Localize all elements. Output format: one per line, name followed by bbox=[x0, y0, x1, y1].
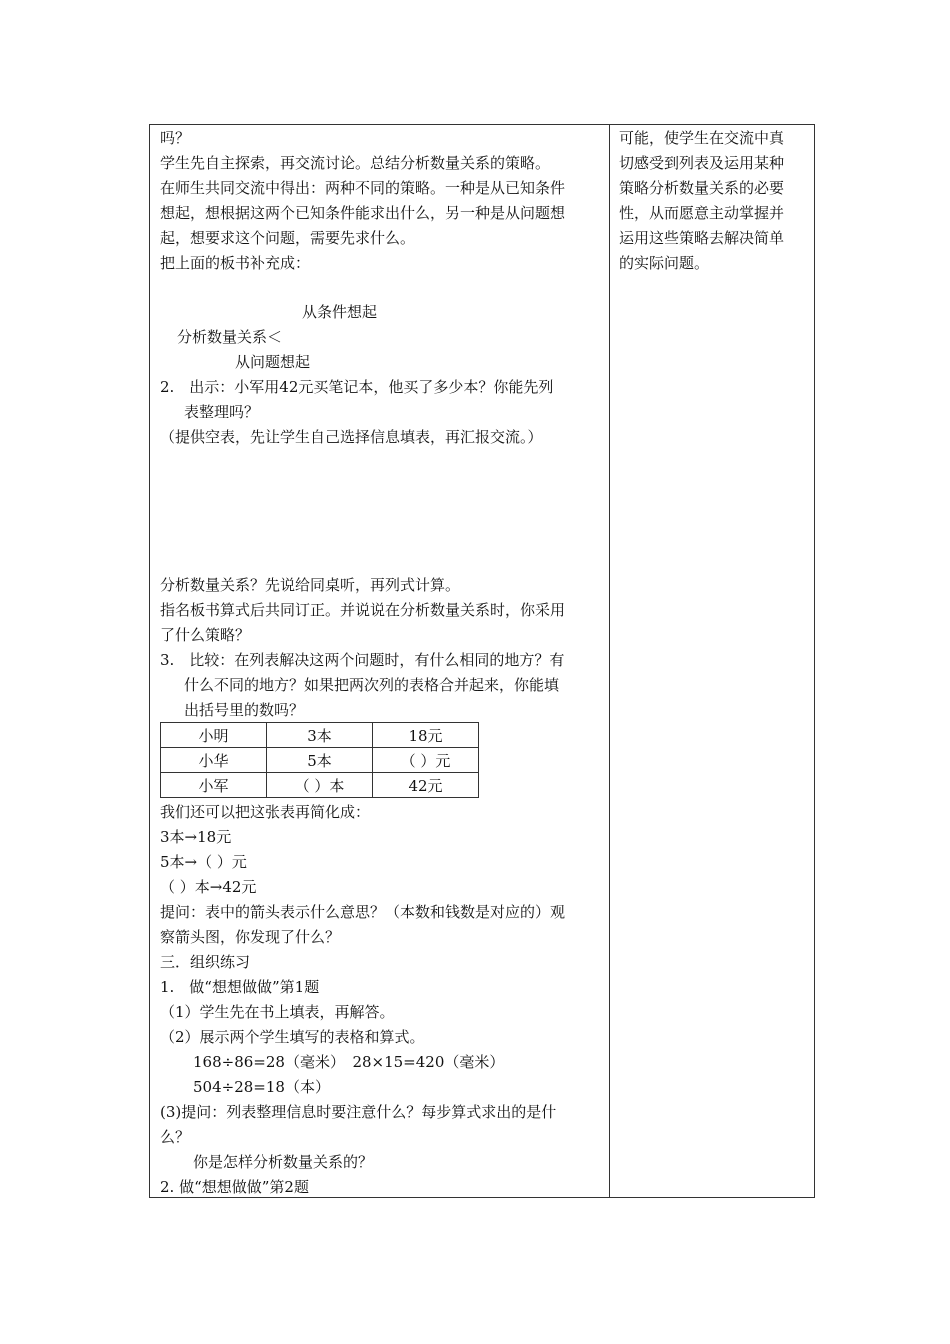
text-line: 运用这些策略去解决简单 bbox=[619, 229, 785, 247]
strategy-question: 从问题想起 bbox=[235, 353, 311, 371]
text-line: 分析数量关系？先说给同桌听，再列式计算。 bbox=[160, 576, 461, 594]
table-cell: 18元 bbox=[373, 723, 479, 748]
text-line: 指名板书算式后共同订正。并说说在分析数量关系时，你采用 bbox=[160, 601, 566, 619]
text-line: 可能，使学生在交流中真 bbox=[619, 129, 785, 147]
table-cell: （ ）本 bbox=[267, 773, 373, 798]
text-line: 么？ bbox=[160, 1128, 191, 1146]
text-line: 学生先自主探索，再交流讨论。总结分析数量关系的策略。 bbox=[160, 154, 551, 172]
text-line: 了什么策略？ bbox=[160, 626, 251, 644]
equation-line: 504÷28=18（本） bbox=[193, 1078, 330, 1096]
text-line: 什么不同的地方？如果把两次列的表格合并起来，你能填 bbox=[184, 676, 560, 694]
table-row bbox=[161, 723, 479, 748]
text-line: (3)提问：列表整理信息时要注意什么？每步算式求出的是什 bbox=[160, 1103, 557, 1121]
arrow-line: 3本→18元 bbox=[160, 828, 232, 846]
table-cell: 5本 bbox=[267, 748, 373, 773]
text-line: 提问：表中的箭头表示什么意思？（本数和钱数是对应的）观 bbox=[160, 903, 566, 921]
table-cell: （ ）元 bbox=[373, 748, 479, 773]
table-row bbox=[161, 773, 479, 798]
table-cell: 小军 bbox=[161, 773, 267, 798]
text-line: 1. 做“想想做做”第1题 bbox=[160, 978, 320, 996]
text-line: 2. 出示：小军用42元买笔记本，他买了多少本？你能先列 bbox=[160, 378, 554, 396]
comparison-table bbox=[160, 722, 479, 798]
table-cell: 小华 bbox=[161, 748, 267, 773]
text-line: 出括号里的数吗？ bbox=[184, 701, 305, 719]
table-cell: 小明 bbox=[161, 723, 267, 748]
column-divider bbox=[609, 125, 610, 1197]
equation-line: 168÷86=28（毫米） 28×15=420（毫米） bbox=[193, 1053, 505, 1071]
lesson-table bbox=[149, 124, 815, 1198]
text-line: 在师生共同交流中得出：两种不同的策略。一种是从已知条件 bbox=[160, 179, 566, 197]
text-line: 起，想要求这个问题，需要先求什么。 bbox=[160, 229, 416, 247]
text-line: 察箭头图，你发现了什么？ bbox=[160, 928, 341, 946]
text-line: 我们还可以把这张表再简化成： bbox=[160, 803, 371, 821]
text-line: 性，从而愿意主动掌握并 bbox=[619, 204, 785, 222]
text-line: （1）学生先在书上填表，再解答。 bbox=[160, 1003, 395, 1021]
table-cell: 42元 bbox=[373, 773, 479, 798]
strategy-condition: 从条件想起 bbox=[302, 303, 378, 321]
section-heading: 三．组织练习 bbox=[160, 953, 251, 971]
text-line: 切感受到列表及运用某种 bbox=[619, 154, 785, 172]
text-line: 3. 比较：在列表解决这两个问题时，有什么相同的地方？有 bbox=[160, 651, 565, 669]
arrow-line: 5本→（ ）元 bbox=[160, 853, 247, 871]
text-line: 你是怎样分析数量关系的？ bbox=[193, 1153, 374, 1171]
text-line: 策略分析数量关系的必要 bbox=[619, 179, 785, 197]
text-line: 吗？ bbox=[160, 129, 191, 147]
text-line: （提供空表，先让学生自己选择信息填表，再汇报交流。） bbox=[160, 428, 543, 446]
text-line: 的实际问题。 bbox=[619, 254, 710, 272]
strategy-heading: 分析数量关系＜ bbox=[177, 328, 283, 346]
text-line: 表整理吗？ bbox=[184, 403, 260, 421]
text-line: （2）展示两个学生填写的表格和算式。 bbox=[160, 1028, 425, 1046]
text-line: 想起，想根据这两个已知条件能求出什么，另一种是从问题想 bbox=[160, 204, 566, 222]
arrow-line: （ ）本→42元 bbox=[160, 878, 257, 896]
table-cell: 3本 bbox=[267, 723, 373, 748]
table-row bbox=[161, 748, 479, 773]
text-line: 2. 做“想想做做”第2题 bbox=[160, 1178, 309, 1196]
text-line: 把上面的板书补充成： bbox=[160, 254, 311, 272]
